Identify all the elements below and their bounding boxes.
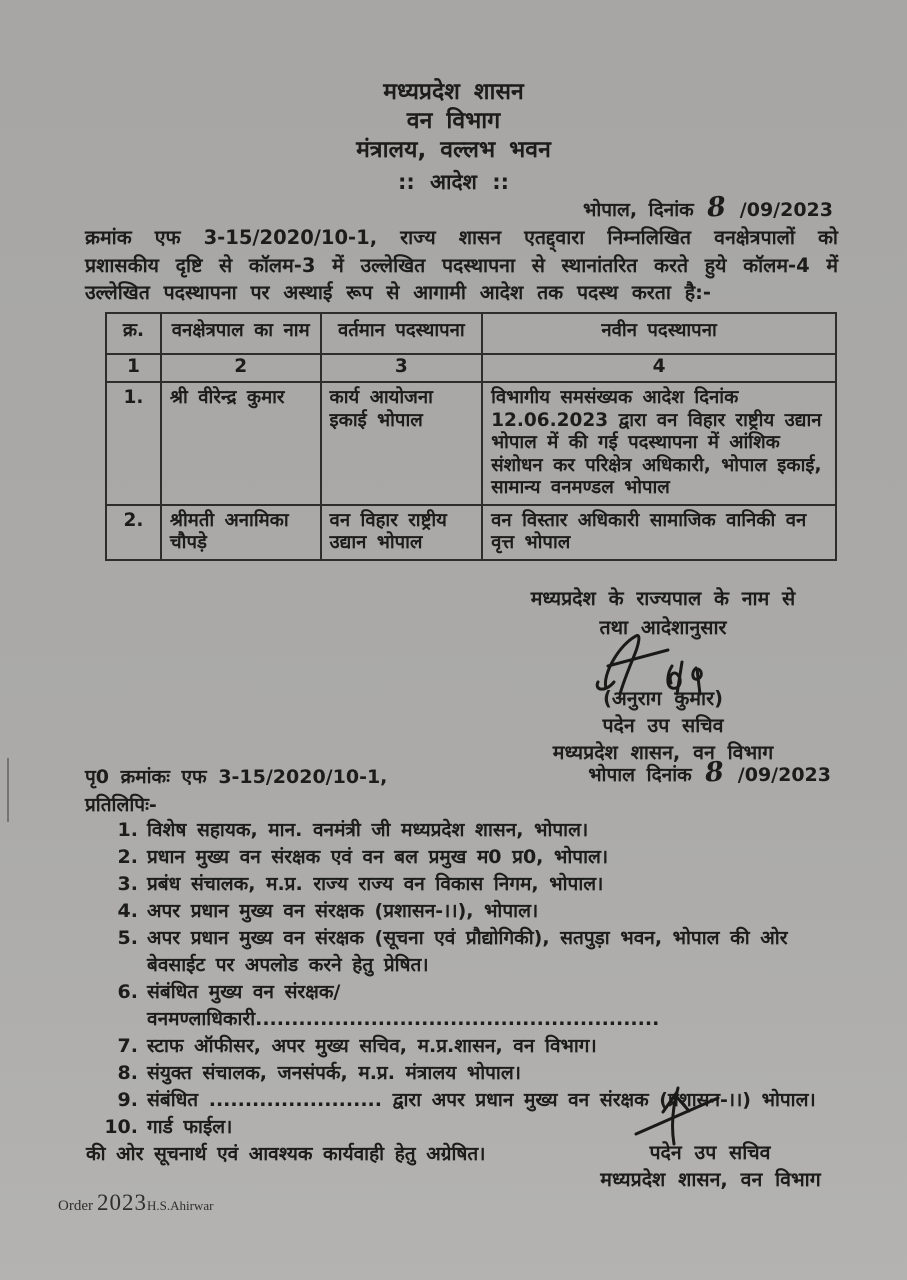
header-new-posting: नवीन पदस्थापना — [482, 313, 836, 354]
header-current-posting: वर्तमान पदस्थापना — [321, 313, 483, 354]
list-item — [100, 1087, 842, 1114]
row1-sno: 1. — [106, 382, 161, 505]
row1-new-posting: विभागीय समसंख्यक आदेश दिनांक 12.06.2023 द्वारा वन विहार राष्ट्रीय उद्यान भोपाल में की गई पदस्थापना में आंशिक संशोधन कर परिक्षेत्र अधिकारी, भोपाल इकाई, सामान्य वनमण्डल भोपाल — [482, 382, 836, 505]
list-item-number: 7. — [117, 1035, 138, 1057]
list-item — [100, 1060, 842, 1087]
footer-note — [58, 1190, 213, 1216]
order-date-place: भोपाल, दिनांक — [582, 199, 694, 221]
order-date-rest: /09/2023 — [739, 199, 833, 221]
signer-name: (अनुराग कुमार) — [602, 687, 723, 710]
bottom-signer-organization: मध्यप्रदेश शासन, वन विभाग — [600, 1168, 821, 1191]
footer-author: H.S.Ahirwar — [146, 1198, 214, 1213]
col-number-1: 1 — [106, 354, 161, 383]
row1-name: श्री वीरेन्द्र कुमार — [161, 382, 321, 505]
row2-new-posting: वन विस्तार अधिकारी सामाजिक वानिकी वन वृत्त भोपाल — [482, 505, 836, 560]
list-item — [100, 925, 842, 979]
list-item-number: 5. — [117, 927, 138, 949]
header-sno: क्र. — [106, 313, 161, 354]
row2-name: श्रीमती अनामिका चौपड़े — [161, 505, 321, 560]
col-number-4: 4 — [482, 354, 836, 383]
bottom-signer-designation: पदेन उप सचिव — [649, 1141, 771, 1164]
list-item-text: स्टाफ ऑफीसर, अपर मुख्य सचिव, म.प्र.शासन, वन विभाग। — [147, 1035, 597, 1057]
office-name: मंत्रालय, वल्लभ भवन — [356, 137, 551, 163]
list-item — [100, 979, 842, 1033]
table-row — [106, 505, 836, 560]
endorsement-reference: पृ0 क्रमांकः एफ 3-15/2020/10-1, — [85, 766, 388, 788]
endorsement-date-rest: /09/2023 — [737, 764, 831, 786]
list-item-number: 10. — [104, 1116, 138, 1138]
list-item-text: प्रधान मुख्य वन संरक्षक एवं वन बल प्रमुख म0 प्र0, भोपाल। — [147, 846, 609, 868]
list-item-text: संयुक्त संचालक, जनसंपर्क, म.प्र. मंत्रालय भोपाल। — [147, 1062, 521, 1084]
copy-to-label: प्रतिलिपिः- — [85, 794, 157, 816]
transfer-table — [105, 312, 837, 561]
row2-current-posting: वन विहार राष्ट्रीय उद्यान भोपाल — [321, 505, 483, 560]
scan-edge-artifact — [7, 758, 9, 822]
list-item-text: विशेष सहायक, मान. वनमंत्री जी मध्यप्रदेश शासन, भोपाल। — [147, 819, 589, 841]
authority-line-1: मध्यप्रदेश के राज्यपाल के नाम से — [530, 587, 796, 610]
header-name: वनक्षेत्रपाल का नाम — [161, 313, 321, 354]
endorsement-date-place: भोपाल दिनांक — [588, 764, 692, 786]
column-number-row — [106, 354, 836, 383]
footer-year: 2023 — [96, 1190, 147, 1215]
list-item-number: 1. — [117, 819, 138, 841]
footer-order-label: Order — [58, 1198, 93, 1214]
list-item — [100, 898, 842, 925]
col-number-3: 3 — [321, 354, 483, 383]
list-item-number: 3. — [117, 873, 138, 895]
list-item-text: गार्ड फाईल। — [147, 1116, 233, 1138]
signer-organization: मध्यप्रदेश शासन, वन विभाग — [552, 741, 774, 764]
order-date-day-handwritten: 8 — [706, 191, 728, 224]
list-item-number: 4. — [117, 900, 138, 922]
endorsement-date-day-handwritten: 8 — [704, 756, 726, 789]
list-item-text: संबंधित मुख्य वन संरक्षक/वनमण्लाधिकारी........................................................ — [147, 981, 660, 1030]
row2-sno: 2. — [106, 505, 161, 560]
authority-line-2: तथा आदेशानुसार — [599, 616, 727, 639]
endorsement-date-line — [588, 756, 831, 789]
list-item — [100, 871, 842, 898]
list-item — [100, 1114, 842, 1141]
intro-paragraph: क्रमांक एफ 3-15/2020/10-1, राज्य शासन एतद्द्वारा निम्नलिखित वनक्षेत्रपालों को प्रशासकीय दृष्टि से कॉलम-3 में उल्लेखित पदस्थापना से स्थानांतरित करते हुये कॉलम-4 में उल्लेखित पदस्थापना पर अस्थाई रूप से आगामी आदेश तक पदस्थ करता है:- — [85, 226, 838, 304]
table-header-row — [106, 313, 836, 354]
list-item — [100, 844, 842, 871]
list-item — [100, 817, 842, 844]
department-name: वन विभाग — [406, 108, 501, 134]
endorsement-closing: की ओर सूचनार्थ एवं आवश्यक कार्यवाही हेतु अग्रेषित। — [86, 1143, 486, 1165]
list-item-text: अपर प्रधान मुख्य वन संरक्षक (सूचना एवं प्रौद्योगिकी), सतपुड़ा भवन, भोपाल की ओर बेवसाईट पर अपलोड करने हेतु प्रेषित। — [147, 927, 788, 976]
government-name: मध्यप्रदेश शासन — [383, 79, 524, 105]
col-number-2: 2 — [161, 354, 321, 383]
table-row — [106, 382, 836, 505]
signature-deputy-secretary — [632, 1086, 724, 1146]
list-item — [100, 1033, 842, 1060]
document-header — [0, 78, 907, 165]
order-date-line — [582, 191, 833, 224]
list-item-number: 2. — [117, 846, 138, 868]
list-item-text: प्रबंध संचालक, म.प्र. राज्य राज्य वन विकास निगम, भोपाल। — [147, 873, 604, 895]
list-item-text: अपर प्रधान मुख्य वन संरक्षक (प्रशासन-।।), भोपाल। — [147, 900, 539, 922]
list-item-number: 8. — [117, 1062, 138, 1084]
copy-list — [86, 817, 842, 1168]
row1-current-posting: कार्य आयोजना इकाई भोपाल — [321, 382, 483, 505]
list-item-text: संबंधित ........................ द्वारा अपर प्रधान मुख्य वन संरक्षक (प्रशासन-।।) भोपाल। — [147, 1089, 816, 1111]
order-title: :: आदेश :: — [397, 170, 510, 194]
list-item-number: 9. — [117, 1089, 138, 1111]
list-item-number: 6. — [117, 981, 138, 1003]
signer-designation: पदेन उप सचिव — [602, 714, 724, 737]
